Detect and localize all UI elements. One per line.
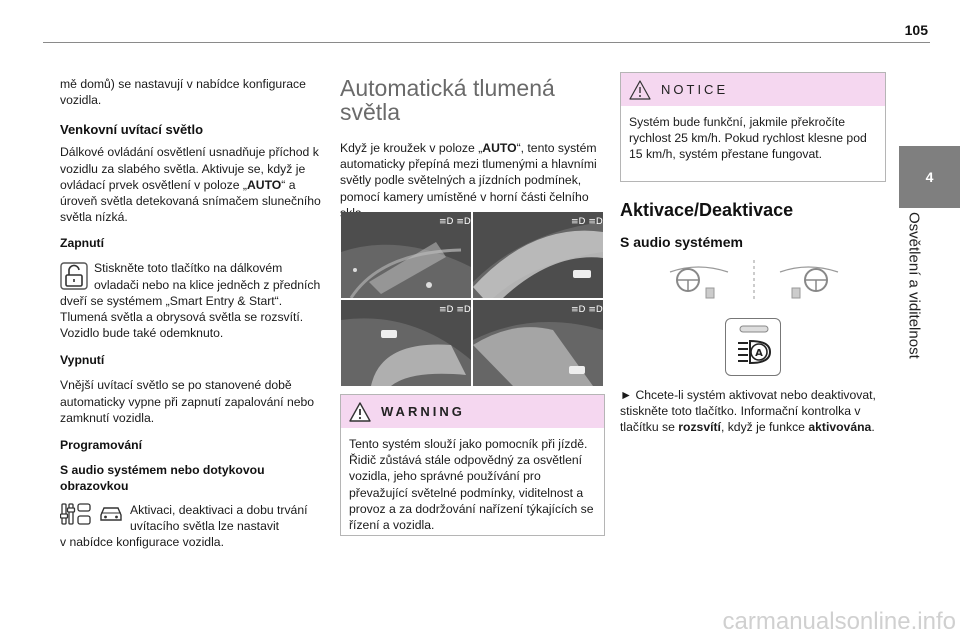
watermark: carmanualsonline.info — [722, 608, 956, 635]
notice-text: Systém bude funkční, jakmile překročíte rychlost 25 km/h. Pokud rychlost klesne pod 15 km/h, systém přestane fungovat. — [629, 115, 867, 162]
heading-audio-touchscreen: S audio systémem nebo dotykovou obrazovkou — [60, 463, 265, 494]
illustration-panel-4 — [473, 300, 603, 386]
chapter-tab[interactable]: 4 — [899, 146, 960, 208]
svg-text:≡D ≡D: ≡D ≡D — [571, 305, 603, 315]
car-icon — [98, 502, 124, 524]
headlight-illustration — [341, 212, 603, 386]
programming-text-first: Aktivaci, deaktivaci a dobu trvání uvítacího světla lze nastavit — [130, 503, 308, 534]
header-rule — [43, 42, 930, 43]
column-middle — [340, 76, 605, 221]
illustration-panel-3 — [341, 300, 471, 386]
unlock-row — [60, 260, 322, 292]
notice-box — [620, 72, 886, 182]
heading-audio-system: S audio systémem — [620, 234, 743, 250]
steering-illustration — [668, 258, 840, 302]
svg-text:≡D ≡D: ≡D ≡D — [439, 217, 471, 227]
chapter-title: Osvětlení a viditelnost — [905, 212, 923, 359]
notice-triangle-icon — [629, 80, 651, 100]
warning-header — [341, 395, 604, 428]
on-text-rest: dveří se systémem „Smart Entry & Start“. Tlumená světla a obrysová světla se rozsvítí. Vozidlo bude také odemknuto. — [60, 293, 304, 341]
warning-triangle-icon — [349, 402, 371, 422]
intro-text: mě domů) se nastavují v nabídce konfigurace vozidla. — [60, 77, 306, 108]
auto-intro-text: Když je kroužek v poloze „AUTO“, tento systém automaticky přepíná mezi tlumenými a hlavními světly podle světelných a jízdních podmínek, pomocí kamery umístěné v horní části čelního — [340, 141, 597, 204]
notice-body — [621, 106, 885, 171]
illustration-panel-1 — [341, 212, 471, 298]
notice-header — [621, 73, 885, 106]
activation-text-block — [620, 387, 888, 436]
column-left — [60, 76, 322, 551]
warning-text: Tento systém slouží jako pomocník při jízdě. Řidič zůstává stále odpovědný za osvětlení vozidla, jeho správné používání pro převažující světelné podmínky, viditelnost a provoz a za dodržování nařízení týkajících se řízení a vozidla. — [349, 437, 594, 533]
column-right — [620, 199, 888, 251]
svg-text:≡D ≡D: ≡D ≡D — [439, 305, 471, 315]
on-text-first: Stiskněte toto tlačítko na dálkovém ovladači nebo na klice jedněch z předních — [94, 261, 321, 292]
settings-icon — [60, 502, 92, 526]
heading-off: Vypnutí — [60, 353, 105, 368]
svg-text:≡D ≡D: ≡D ≡D — [571, 217, 603, 227]
notice-label: NOTICE — [661, 82, 729, 97]
svg-text:A: A — [755, 348, 763, 359]
heading-activation: Aktivace/Deaktivace — [620, 200, 794, 220]
off-text: Vnější uvítací světlo se po stanovené době automaticky vypne při zapnutí zapalování nebo zamknutí vozidla. — [60, 378, 315, 425]
auto-high-beam-button[interactable] — [725, 318, 781, 376]
unlock-icon — [60, 262, 88, 290]
heading-exterior-light: Venkovní uvítací světlo — [60, 122, 204, 138]
illustration-panel-2 — [473, 212, 603, 298]
programming-row — [60, 502, 322, 534]
programming-text-rest: v nabídce konfigurace vozidla. — [60, 535, 224, 550]
heading-programming: Programování — [60, 438, 142, 453]
section-title-auto-dipped: Automatická tlumená světla — [340, 75, 555, 125]
warning-body — [341, 428, 604, 541]
auto-high-beam-icon — [726, 319, 782, 377]
warning-box — [340, 394, 605, 536]
warning-label: WARNING — [381, 404, 465, 419]
exterior-text: Dálkové ovládání osvětlení usnadňuje příchod k vozidlu za slabého světla. Aktivuje se, když je ovládací prvek osvětlení v poloze „AUTO“ a úroveň světla detekovaná snímačem slunečního světla nízká. — [60, 145, 321, 225]
page-number: 105 — [904, 22, 928, 38]
heading-on: Zapnutí — [60, 236, 105, 251]
activation-text: ► Chcete-li systém aktivovat nebo deaktivovat, stiskněte toto tlačítko. Informační kontrolka v tlačítku se rozsvítí, když je funkce aktivována. — [620, 388, 876, 435]
